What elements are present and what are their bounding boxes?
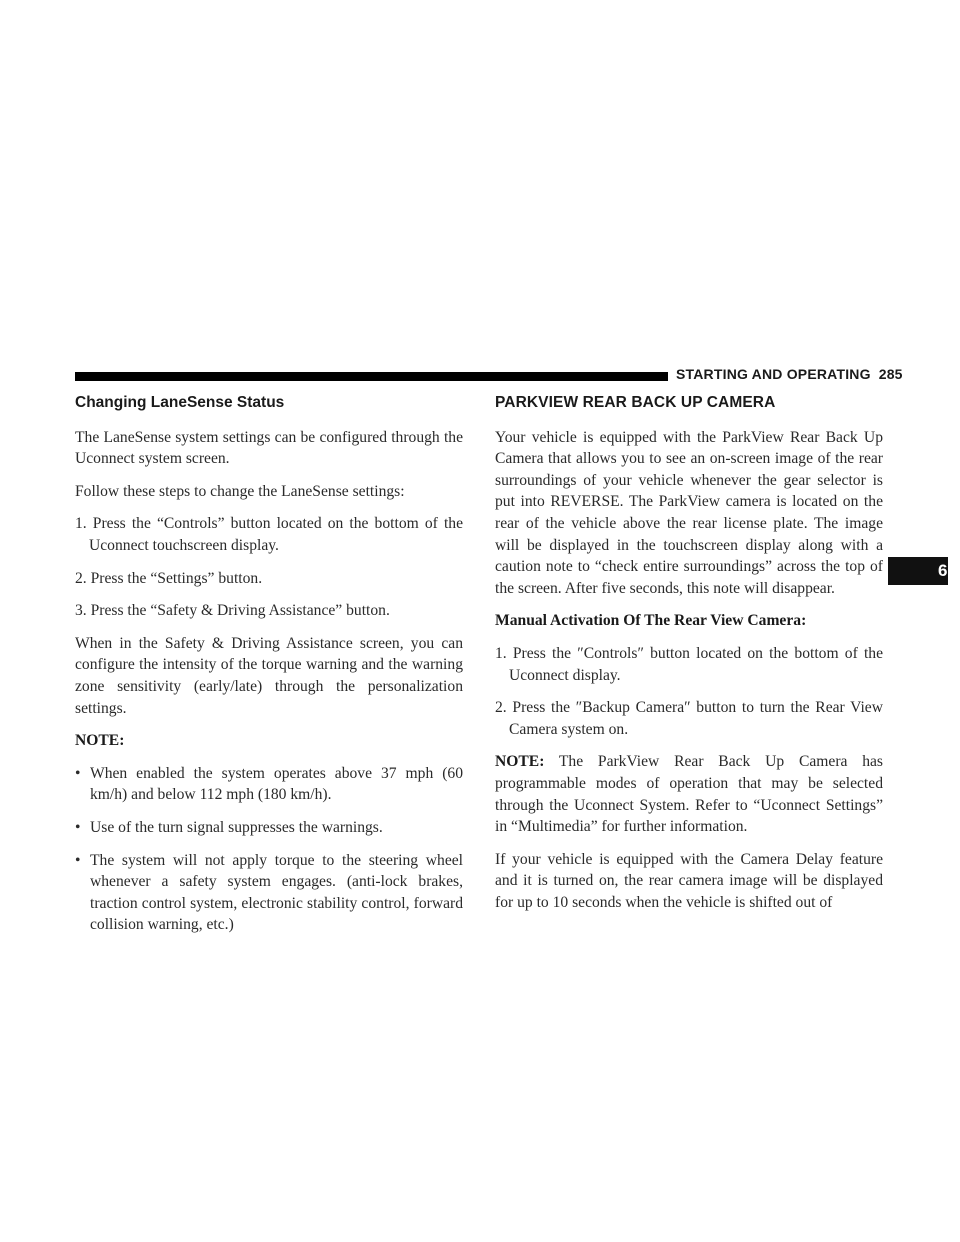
bullet-item (75, 763, 463, 806)
section-title: STARTING AND OPERATING (676, 366, 871, 382)
page-number: 285 (878, 366, 903, 382)
step-item: 3. Press the “Safety & Driving Assistance” button. (75, 602, 390, 620)
bullet-text: The system will not apply torque to the steering wheel whenever a safety system engages. (anti-lock brakes, traction control system, electronic stability control, forward collision warning, etc.) (90, 851, 463, 934)
header-rule (75, 372, 668, 381)
bullet-item (75, 817, 463, 839)
note-label: NOTE: (75, 732, 125, 750)
bullet-icon: • (75, 818, 81, 836)
chapter-tab: 6 (888, 557, 948, 585)
left-column (75, 392, 463, 947)
bullet-icon: • (75, 764, 81, 782)
note-text: The ParkView Rear Back Up Camera has programmable modes of operation that may be selected through the Uconnect System. Refer to “Uconnect Settings” in “Multimedia” for further information. (495, 753, 883, 836)
paragraph: Your vehicle is equipped with the ParkView Rear Back Up Camera that allows you to see an on-screen image of the rear surroundings of your vehicle whenever the gear selector is put into REVERSE. The ParkView camera is located on the rear of the vehicle above the rear license plate. The image will be displayed in the touchscreen display along with a caution note to “check entire surroundings” across the top of the screen. After five seconds, this note will disappear. (495, 428, 883, 597)
step-item: 1. Press the ″Controls″ button located on the bottom of the Uconnect display. (495, 644, 883, 684)
note-label: NOTE: (495, 753, 545, 771)
step-item: 2. Press the ″Backup Camera″ button to turn the Rear View Camera system on. (495, 699, 883, 738)
bullet-item (75, 850, 463, 936)
step-item: 2. Press the “Settings” button. (75, 569, 263, 587)
paragraph: Follow these steps to change the LaneSense settings: (75, 482, 405, 500)
paragraph: When in the Safety & Driving Assistance screen, you can configure the intensity of the torque warning and the warning zone sensitivity (early/late) through the personalization settings. (75, 634, 463, 717)
paragraph: The LaneSense system settings can be configured through the Uconnect system screen. (75, 428, 463, 468)
parkview-heading: PARKVIEW REAR BACK UP CAMERA (495, 394, 776, 411)
manual-activation-heading: Manual Activation Of The Rear View Camera: (495, 612, 807, 630)
running-header (676, 366, 903, 382)
bullet-icon: • (75, 851, 81, 869)
paragraph: If your vehicle is equipped with the Camera Delay feature and it is turned on, the rear camera image will be displayed for up to 10 seconds when the vehicle is shifted out of (495, 850, 883, 911)
note-paragraph (495, 751, 883, 837)
bullet-text: Use of the turn signal suppresses the warnings. (90, 818, 383, 836)
right-column (495, 392, 883, 924)
lanesense-heading: Changing LaneSense Status (75, 394, 285, 411)
bullet-text: When enabled the system operates above 37 mph (60 km/h) and below 112 mph (180 km/h). (90, 764, 463, 804)
step-item: 1. Press the “Controls” button located on the bottom of the Uconnect touchscreen display. (75, 515, 463, 554)
